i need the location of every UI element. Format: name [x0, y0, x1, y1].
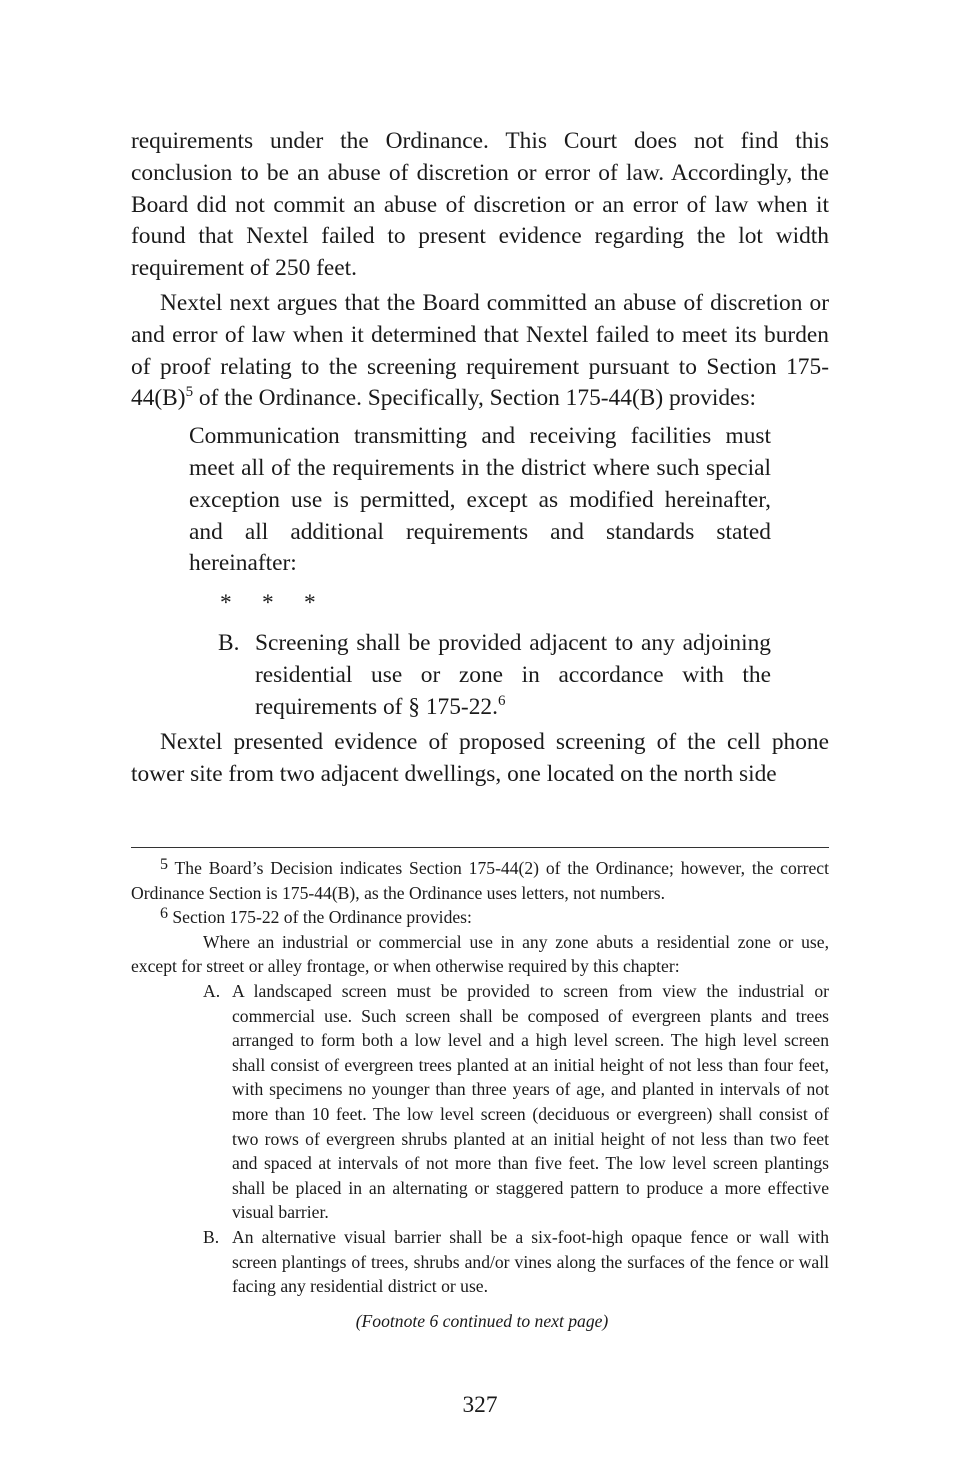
star-3: * [304, 590, 316, 617]
item-text: A landscaped screen must be provided to screen from view the industrial or commercial use. Such screen shall be composed of evergreen plants and trees arranged to form both a low level and a high level screen. The high level screen shall consist of evergreen trees planted at an initial height of not less than four feet, with specimens no younger than three years of age, and planted in intervals of not more than 10 feet. The low level screen (deciduous or evergreen) shall consist of two rows of evergreen shrubs planted at an initial height of not less than two feet and spaced at intervals of not more than five feet. The low level screen plantings shall be placed in an alternating or staggered pattern to produce a more effective visual barrier. [232, 980, 829, 1223]
paragraph-2 [131, 288, 829, 415]
footnote-6-item-b [203, 1225, 829, 1299]
footnote-6-number: 6 [160, 905, 168, 923]
item-text: Screening shall be provided adjacent to any adjoining residential use or zone in accordance with the requirements of § 175-22. [255, 629, 771, 720]
footnotes [131, 856, 829, 1333]
block-quote-intro: Communication transmitting and receiving facilities must meet all of the requirements in the district where such special exception use is permitted, except as modified hereinafter, and all additional requirements and standards stated hereinafter: [189, 423, 771, 577]
footnote-5-text: The Board’s Decision indicates Section 175-44(2) of the Ordinance; however, the correct Ordinance Section is 175-44(B), as the Ordinance uses letters, not numbers. [131, 858, 829, 903]
footnote-ref-5: 5 [185, 384, 194, 401]
footnote-divider [131, 847, 829, 848]
main-text [131, 126, 829, 791]
item-label: B. [218, 629, 240, 656]
paragraph-3: Nextel presented evidence of proposed screening of the cell phone tower site from two adjacent dwellings, one located on the north side [131, 729, 829, 788]
item-text: An alternative visual barrier shall be a six-foot-high opaque fence or wall with screen plantings of trees, shrubs and/or vines along the surfaces of the fence or wall facing any residential district or use. [232, 1226, 829, 1297]
paragraph-2-text-a: Nextel next argues that the Board committed an abuse of discretion or and error of law when it determined that Nextel failed to meet its burden of proof relating to the screening requirement pursuant to Section 175-44(B) [131, 289, 829, 412]
paragraph-2-text-b: of the Ordinance. Specifically, Section 175-44(B) provides: [193, 385, 757, 412]
star-2: * [262, 590, 274, 617]
footnote-5-number: 5 [160, 856, 168, 873]
footnote-6-item-a [203, 979, 829, 1225]
star-1: * [220, 590, 232, 617]
paragraph-1: requirements under the Ordinance. This Court does not find this conclusion to be an abuse of discretion or error of law. Accordingly, the Board did not commit an abuse of discretion or an error of law when it found that Nextel failed to present evidence regarding the lot width requirement of 250 feet. [131, 128, 829, 282]
footnote-ref-6: 6 [497, 692, 506, 709]
item-label: B. [203, 1226, 220, 1247]
page-number: 327 [462, 1392, 498, 1418]
ellipsis-stars [220, 588, 829, 620]
footnote-continued-note: (Footnote 6 continued to next page) [355, 1310, 609, 1331]
item-label: A. [203, 980, 221, 1001]
footnote-6-quote: Where an industrial or commercial use in any zone abuts a residential zone or use, except for street or alley frontage, or when otherwise required by this chapter: [131, 931, 829, 977]
footnote-6-text: Section 175-22 of the Ordinance provides: [168, 907, 472, 928]
footnote-5 [131, 856, 829, 905]
block-quote-item-b [218, 628, 771, 723]
footnote-6 [131, 905, 829, 930]
